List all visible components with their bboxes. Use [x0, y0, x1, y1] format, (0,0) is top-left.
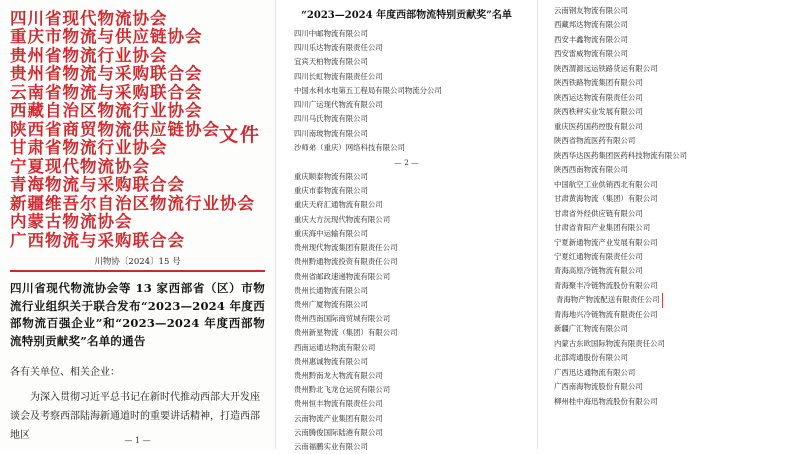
list-item: 陕西秩秤实业发展有限公司 [554, 107, 643, 117]
list-item: 甘肃省外经供应链有限公司 [554, 208, 643, 218]
masthead-line: 陕西省商贸物流供应链协会 [10, 119, 220, 139]
list-item: 贵州恒丰物流有限责任公司 [294, 399, 383, 409]
list-item: 四川广运现代物流有限公司 [294, 100, 383, 110]
company-list-top [284, 27, 529, 155]
list-item: 西安丰鑫物流有限公司 [554, 34, 628, 44]
list-item: 陕西铁路物流集团有限公司 [554, 78, 643, 88]
company-list-right [548, 4, 792, 409]
list-item: 贵州现代物流集团有限责任公司 [294, 243, 398, 253]
document-page-middle [276, 0, 538, 452]
masthead-line: 四川省现代物流协会 [10, 9, 168, 28]
list-item-highlighted [554, 293, 792, 307]
list-item: 贵州黔北飞龙仓运贸有限公司 [294, 385, 391, 395]
masthead-line: 内蒙古物流协会 [10, 212, 133, 232]
list-item: 贵州惠诚物流有限公司 [294, 356, 368, 366]
list-item: 广西南海物流股份有限公司 [554, 382, 643, 392]
masthead-line: 云南省物流与采购联合会 [10, 82, 203, 102]
list-item: 四川乐达物流有限责任公司 [294, 43, 383, 53]
masthead-line: 广西物流与采购联合会 [10, 230, 185, 250]
list-item: 甘肃黄海物流（集团）有限公司 [554, 194, 658, 204]
list-item: 云南物流产业集团有限公司 [294, 413, 383, 423]
page-number: — 1 — [124, 436, 151, 445]
list-item: 中国航空工业供销西北有限公司 [554, 179, 658, 189]
list-item: 陕西渭源远运铁路货运有限公司 [554, 63, 658, 73]
list-item: 青海地兴冷链物流有限责任公司 [554, 309, 658, 319]
masthead-line: 青海物流与采购联合会 [10, 175, 185, 195]
list-item: 青海聚丰冷链物流股份有限公司 [554, 280, 658, 290]
list-item: 内蒙古东欧国际物流有限责任公司 [554, 338, 665, 348]
list-item: 甘肃省青阳产业集团有限公司 [554, 223, 651, 233]
masthead-line: 重庆市物流与供应链协会 [10, 27, 203, 47]
company-list-bottom [284, 170, 529, 454]
list-item: 贵州长通物流有限公司 [294, 285, 368, 295]
masthead-line: 西藏自治区物流行业协会 [10, 101, 203, 121]
document-page-left [0, 0, 276, 449]
list-item: 宜宾天柏物流有限公司 [294, 57, 368, 67]
list-title: “2023—2024 年度西部物流特别贡献奖”名单 [301, 10, 512, 21]
list-item: 新疆广汇物流有限公司 [554, 324, 628, 334]
list-item: 重庆大方沅现代物流有限公司 [294, 214, 391, 224]
list-item: 宁夏红通物流有限责任公司 [554, 251, 643, 261]
list-item: 云南钢友物流有限公司 [554, 6, 628, 15]
list-item: 陕西省物流医药有限公司 [554, 136, 636, 146]
masthead-line: 贵州省物流与采购联合会 [10, 64, 203, 84]
list-item: 四川中邮物流有限公司 [294, 29, 368, 38]
list-item: 重庆顺泰物流有限公司 [294, 171, 368, 181]
list-item: 西藏邦达物流有限公司 [554, 20, 628, 30]
list-item: 西南运通达物流有限公司 [294, 342, 376, 352]
masthead-line: 宁夏现代物流协会 [10, 156, 150, 176]
red-divider-rule [10, 270, 265, 272]
document-title: 四川省现代物流协会等 13 家西部省（区）市物流行业组织关于联合发布“2023—2024 年度西部物流百强企业”和“2023—2024 年度西部物流特别贡献奖”名单的通告 [10, 280, 265, 349]
list-item: 四川长虹物流有限责任公司 [294, 71, 383, 81]
document-page-right [538, 0, 800, 449]
list-item: 四川马氏物流有限公司 [294, 114, 368, 124]
masthead-line: 贵州省物流行业协会 [10, 45, 168, 65]
highlighted-company-name: 青海物产物流配送有限责任公司 [554, 293, 661, 307]
list-item: 重庆天府汇通物流有限公司 [294, 200, 383, 210]
list-item: 北部湾通股份有限公司 [554, 353, 628, 363]
list-item: 西安雷威物流有限公司 [554, 49, 628, 59]
list-item: 四川南玻物流有限公司 [294, 128, 368, 138]
list-item: 贵州西南国际商贸城有限公司 [294, 314, 391, 324]
page-separator: — 2 — [394, 157, 419, 167]
list-item: 贵州省邮政速递物流有限公司 [294, 271, 391, 281]
body-paragraph: 各有关单位、相关企业： [10, 366, 120, 378]
list-item: 贵州黔通物流投资有限责任公司 [294, 257, 398, 267]
masthead-line: 甘肃省物流行业协会 [10, 138, 168, 158]
list-item: 青海高原冷链物流有限公司 [554, 266, 643, 276]
list-item: 中国水利水电第五工程局有限公司物流分公司 [294, 85, 442, 95]
list-item: 陕西华达医药集团医药科技物流有限公司 [554, 150, 688, 160]
list-item: 重庆海中运输有限公司 [294, 228, 368, 238]
list-item: 广西迅达通物流有限公司 [554, 367, 636, 377]
document-body [10, 363, 265, 445]
document-stamp-label: 文件 [218, 124, 261, 146]
list-item: 贵州黔南龙大物流有限公司 [294, 371, 383, 381]
list-item: 云南福鹏实业有限公司 [294, 442, 368, 452]
list-item: 贵州广厦物流有限公司 [294, 299, 368, 309]
document-number: 川物协〔2024〕15 号 [94, 257, 181, 268]
body-paragraph: 为深入贯彻习近平总书记在新时代推动西部大开发座谈会及考察西部陆海新通道时的重要讲话精神，打造西部地区 [10, 391, 260, 441]
list-item: 柳州桂中海迅物流股份有限公司 [554, 396, 658, 406]
masthead-line: 新疆维吾尔自治区物流行业协会 [10, 193, 255, 213]
list-item: 贵州新星物流（集团）有限公司 [294, 328, 398, 338]
list-item: 陕西西南物流有限公司 [554, 165, 628, 175]
list-item: 重庆医药国药控股有限公司 [554, 121, 643, 131]
list-item: 宁夏新通物流产业发展有限公司 [554, 237, 658, 247]
list-item: 重庆市泰物流有限公司 [294, 186, 368, 196]
list-item: 云南腾俊国际陆港有限公司 [294, 427, 383, 437]
list-item: 陕西运达物流有限责任公司 [554, 92, 643, 102]
list-item: 沙师弟（重庆）网络科技有限公司 [294, 142, 405, 152]
